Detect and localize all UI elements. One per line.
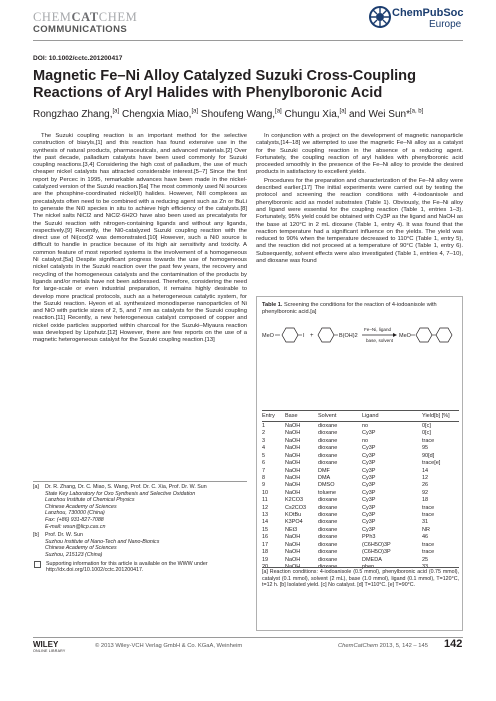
table-cell: dioxane: [318, 423, 338, 429]
table-cell: NaOH: [285, 482, 301, 489]
table-cell: 18: [262, 549, 269, 556]
table-cell: Cy3P: [362, 460, 376, 467]
table-cell: toluene: [318, 489, 337, 496]
col-header-ligand: Ligand: [362, 413, 379, 419]
table-row: [262, 460, 459, 467]
table-cell: NaOH: [285, 474, 301, 481]
table-cell: dioxane: [318, 497, 338, 504]
page-header: [0, 0, 496, 38]
table-row: [262, 519, 459, 526]
table-cell: 19: [262, 556, 269, 563]
table-cell: dioxane: [318, 445, 338, 452]
table-cell: Cy3P: [362, 445, 376, 452]
table-cell: NaOH: [285, 445, 301, 452]
header-rule: [33, 40, 463, 41]
table-cell: dioxane: [318, 526, 338, 533]
citation: ChemCatChem 2013, 5, 142 – 145: [338, 643, 428, 649]
col-header-base: Base: [285, 413, 298, 419]
table-caption: Table 1. Screening the conditions for the reaction of 4-iodoanisole with phenylboronic acid.[a]: [262, 302, 437, 315]
table-cell: 1: [262, 423, 266, 429]
table-row: [262, 512, 459, 519]
author-list: [33, 109, 423, 120]
table-cell: 0[c]: [422, 423, 431, 429]
table-cell: 12: [422, 474, 429, 481]
table-cell: 31: [422, 519, 429, 526]
table-cell: 12: [262, 504, 269, 511]
table-cell: trace: [422, 549, 435, 556]
table-cell: (C6H5O)3P: [362, 541, 391, 548]
table-cell: no: [362, 437, 369, 444]
table-cell: NEt3: [285, 526, 298, 533]
benzene-ring-icon: [318, 328, 334, 342]
affiliation-b: [b] Prof. Dr. W. Sun Suzhou Institute of Nano-Tech and Nano-Bionics Chinese Academy of Sciences Suzhou, 215123 (China): [33, 532, 160, 558]
table-cell: Cy3P: [362, 512, 376, 519]
table-header-rule: [262, 421, 459, 422]
section-label: COMMUNICATIONS: [33, 24, 128, 35]
table-cell: dioxane: [318, 519, 338, 526]
table-cell: NaOH: [285, 489, 301, 496]
table-cell: Cy3P: [362, 430, 376, 437]
table-cell: NaOH: [285, 430, 301, 437]
table-cell: NaOH: [285, 556, 301, 563]
doi[interactable]: DOI: 10.1002/cctc.201200417: [33, 55, 123, 62]
table-cell: 9: [262, 482, 266, 489]
table-cell: 95: [422, 445, 429, 452]
table-1: [256, 296, 463, 631]
col-header-entry: Entry: [262, 413, 275, 419]
supporting-info-icon: [34, 561, 41, 568]
table-cell: Cy3P: [362, 497, 376, 504]
journal-name: CHEMCATCHEM: [33, 10, 138, 24]
table-row: [262, 549, 459, 556]
copyright: © 2013 Wiley-VCH Verlag GmbH & Co. KGaA, Weinheim: [95, 643, 243, 649]
table-row: [262, 557, 459, 564]
table-cell: Cy3P: [362, 452, 376, 459]
table-cell: NaOH: [285, 534, 301, 541]
scheme-conditions-top: Fe–Ni, ligand: [364, 327, 392, 332]
table-cell: NaOH: [285, 541, 301, 548]
table-header-row: [262, 413, 459, 421]
table-row: [262, 527, 459, 534]
table-cell: 3: [262, 437, 266, 444]
scheme-halide: I: [303, 333, 305, 339]
table-cell: dioxane: [318, 430, 338, 437]
paragraph: In conjunction with a project on the development of magnetic nanoparticle catalysts,[14–18] we attempted to use the magnetic Fe–Ni alloy as a catalyst for the Suzuki coupling reaction in the absence of a reducing agent. Fortunately, the coupling reaction of aryl halides with phenylboronic acid proceeded smoothly in the presence of the Fe–Ni alloy to provide the desired products in satisfactory to excellent yields.: [256, 133, 463, 176]
table-cell: NaOH: [285, 549, 301, 556]
table-cell: dioxane: [318, 512, 338, 519]
chempubsoc-logo-icon: [369, 6, 391, 28]
table-cell: 17: [262, 541, 269, 548]
benzene-ring-icon: [282, 328, 298, 342]
table-cell: trace: [422, 437, 435, 444]
affiliations: [33, 484, 247, 574]
table-cell: trace[e]: [422, 460, 441, 467]
author: Chengxia Miao,[a]: [121, 109, 199, 121]
table-body: [262, 423, 459, 571]
table-cell: (C6H5O)3P: [362, 549, 391, 556]
footer-rule: [33, 637, 463, 638]
table-cell: 26: [422, 482, 429, 489]
supporting-info-link[interactable]: Supporting information for this article is available on the WWW under http://dx.doi.org/10.1002/cctc.201200417.: [46, 560, 208, 574]
table-cell: dioxane: [318, 549, 338, 556]
table-cell: 4: [262, 445, 266, 452]
table-cell: trace: [422, 504, 435, 511]
table-cell: NaOH: [285, 423, 301, 429]
scheme-reagent-label: MeO: [262, 333, 274, 339]
table-row: [262, 453, 459, 460]
table-cell: 16: [262, 534, 269, 541]
table-cell: no: [362, 423, 369, 429]
table-cell: 2: [262, 430, 266, 437]
table-row: [262, 475, 459, 482]
table-cell: 25: [422, 556, 429, 563]
col-header-solvent: Solvent: [318, 413, 337, 419]
table-cell: 90[d]: [422, 452, 435, 459]
table-row: [262, 497, 459, 504]
table-row: [262, 468, 459, 475]
article-title: Magnetic Fe–Ni Alloy Catalyzed Suzuki Cross-Coupling Reactions of Aryl Halides with Phenylboronic Acid: [33, 68, 417, 101]
logo-text: ChemPubSoc: [392, 7, 464, 19]
table-cell: 10: [262, 489, 269, 496]
paragraph: Procedures for the preparation and characterization of the Fe–Ni alloy were described earlier.[17] The initial experiments were carried out by testing the protocol and screening the reaction conditions with 4-iodoanisole and phenylboronic acid as model substrates (Table 1). Obviously, the Fe–Ni alloy and ligand were essential for the coupling reaction (Table 1, entries 1–3). Fortunately, 95% yield could be obtained with Cy3P as the ligand and NaOH as the base at 120°C in 2 mL dioxane (Table 1, entry 4). It was found that the reaction temperature had a significant influence on the yields. The yield was reduced to 90% when the temperature decreased to 110°C (Table 1, entry 5), and the reaction did not proceed at a temperature of 90°C (Table 1, entry 6). Subsequently, solvent effects were also investigated (Table 1, entries 4, 7–10), and dioxane was found: [256, 177, 463, 265]
table-cell: trace: [422, 541, 435, 548]
table-cell: 18: [422, 497, 429, 504]
footnote-rule: [33, 481, 247, 482]
author: and Wei Sun*[a, b]: [349, 109, 424, 121]
table-cell: dioxane: [318, 460, 338, 467]
table-cell: NaOH: [285, 460, 301, 467]
table-cell: dioxane: [318, 452, 338, 459]
table-row: [262, 482, 459, 489]
table-cell: NR: [422, 526, 430, 533]
table-cell: trace: [422, 512, 435, 519]
table-cell: Cy3P: [362, 467, 376, 474]
table-cell: K3PO4: [285, 519, 303, 526]
author: Rongzhao Zhang,[a]: [33, 109, 120, 121]
table-cell: 46: [422, 534, 429, 541]
table-cell: Cy3P: [362, 526, 376, 533]
table-cell: 15: [262, 526, 269, 533]
table-cell: 11: [262, 497, 268, 504]
table-cell: 14: [422, 467, 429, 474]
table-cell: 8: [262, 474, 266, 481]
email-link[interactable]: E-mail: wsun@licp.cas.cn: [45, 523, 106, 530]
table-cell: Cs2CO3: [285, 504, 307, 511]
author: Shoufeng Wang,[a]: [200, 109, 282, 121]
table-footnote: [a] Reaction conditions: 4-iodoanisole (0.5 mmol), phenylboronic acid (0.75 mmol), catalyst (0.1 mmol), solvent (2 mL), base (1.0 mmol), ligand (0.1 mmol), T=120°C, t=12 h. [b] Isolated yield. [c] No catalyst. [d] T=110°C. [e] T=90°C.: [262, 569, 459, 589]
scheme-plus: +: [310, 333, 314, 339]
left-column: [33, 133, 247, 346]
table-cell: PPh3: [362, 534, 376, 541]
table-row: [262, 505, 459, 512]
table-cell: 13: [262, 512, 269, 519]
logo-subtext: Europe: [429, 19, 462, 30]
table-cell: dioxane: [318, 556, 338, 563]
table-cell: Cy3P: [362, 504, 376, 511]
table-cell: KOtBu: [285, 512, 302, 519]
table-row: [262, 430, 459, 437]
table-cell: 14: [262, 519, 269, 526]
table-cell: dioxane: [318, 541, 338, 548]
table-cell: 6: [262, 460, 266, 467]
supporting-info: [33, 561, 247, 574]
table-cell: 0[c]: [422, 430, 431, 437]
table-cell: 5: [262, 452, 266, 459]
table-cell: Cy3P: [362, 474, 376, 481]
scheme-conditions-bottom: base, solvent: [366, 338, 394, 343]
table-top-rule: [262, 410, 459, 411]
table-row: [262, 542, 459, 549]
benzene-ring-icon: [416, 328, 432, 342]
table-cell: Cy3P: [362, 519, 376, 526]
scheme-product-label: MeO: [399, 333, 411, 339]
affiliation-a: [a] Dr. R. Zhang, Dr. C. Miao, S. Wang, Prof. Dr. C. Xia, Prof. Dr. W. Sun State Key Laboratory for Oxo Synthesis and Selective Oxidation Lanzhou Institute of Chemical Physics Chinese Academy of Sciences Lanzhou, 730000 (China) Fax: (+86) 931-827-7088 E-mail: wsun@licp.cas.cn: [33, 484, 247, 530]
reaction-scheme: [260, 319, 460, 349]
table-cell: DMSO: [318, 482, 335, 489]
paragraph: The Suzuki coupling reaction is an important method for the selective construction of biaryls,[1] and this reaction has found extensive use in the synthesis of natural products, pharmaceuticals, and advanced materials.[2] Over the past decade, palladium catalysts have been used commonly for Suzuki coupling reactions.[3,4] Considering the high cost of palladium, the use of much cheaper nickel catalysts has attracted considerable interest.[5–7] Since the first report by Percec in 1995, remarkable advances have been made in the nickel-catalyzed version of the Suzuki reaction.[6a] The most commonly used Ni sources are the phosphine-coordinated nickel(II) halides. However, NiII complexes as precatalysts often need to be combined with a reducing agent such as Zn or BuLi to generate the Ni0 species in situ to achieve high efficiency of the catalysts.[8] The nickel salts NiCl2 and NiCl2·6H2O have also been used as precatalysts for the Suzuki reaction with nitrogen-containing ligands and without any ligands, respectively.[9] Recently, the Ni0-catalyzed Suzuki coupling reaction with the direct use of Ni(cod)2 was demonstrated.[10] However, such a Ni0 source is difficult to handle in practice because of its high air sensitivity and toxicity. A common feature of most reported systems is the involvement of a homogeneous Ni catalyst.[5a] Despite significant progress towards the use of homogeneous nickel catalysts in the Suzuki reaction over the past few years, the recovery and recycling of the homogeneous catalysts and the contamination of the products by ligands and/or metals have not been addressed. Therefore, considering the need for large-scale or even industrial preparation, it remains highly desirable to develop more practical protocols, such as a heterogeneous catalytic system, for the Suzuki reaction. Hyeon et al. synthesized monodisperse nanoparticles of Ni and NiO with particle sizes of 2, 5, and 7 nm as catalysts for the Suzuki coupling reaction.[11] Recently, a new heterogeneous catalyst composed of copper and nickel oxide particles supported within charcoal for the Suzuki–Miyaura reaction was developed by Lipshutz.[12] However, there are few reports on the use of a magnetic heterogeneous catalyst for the Suzuki coupling reaction.[13]: [33, 133, 247, 344]
col-header-yield: Yield[b] [%]: [422, 413, 450, 419]
table-cell: DMA: [318, 474, 331, 481]
table-cell: NaOH: [285, 452, 301, 459]
author: Chungu Xia,[a]: [284, 109, 347, 121]
table-row: [262, 490, 459, 497]
benzene-ring-icon: [436, 328, 452, 342]
page-number: 142: [444, 638, 463, 650]
table-cell: DMF: [318, 467, 330, 474]
table-cell: dioxane: [318, 534, 338, 541]
table-cell: dioxane: [318, 437, 338, 444]
table-bottom-rule: [262, 567, 459, 568]
table-cell: NaOH: [285, 467, 301, 474]
table-cell: DMEDA: [362, 556, 382, 563]
table-row: [262, 423, 459, 430]
wiley-logo: WILEY ONLINE LIBRARY: [33, 640, 66, 653]
table-cell: NaOH: [285, 437, 301, 444]
table-cell: 7: [262, 467, 266, 474]
table-row: [262, 445, 459, 452]
table-row: [262, 534, 459, 541]
table-row: [262, 438, 459, 445]
table-cell: dioxane: [318, 504, 338, 511]
chempubsoc-logo: [369, 6, 469, 32]
table-cell: K2CO3: [285, 497, 304, 504]
scheme-boronic: B(OH)2: [339, 333, 358, 339]
table-cell: Cy3P: [362, 482, 376, 489]
table-cell: Cy3P: [362, 489, 376, 496]
right-column: [256, 133, 463, 266]
table-cell: 92: [422, 489, 429, 496]
